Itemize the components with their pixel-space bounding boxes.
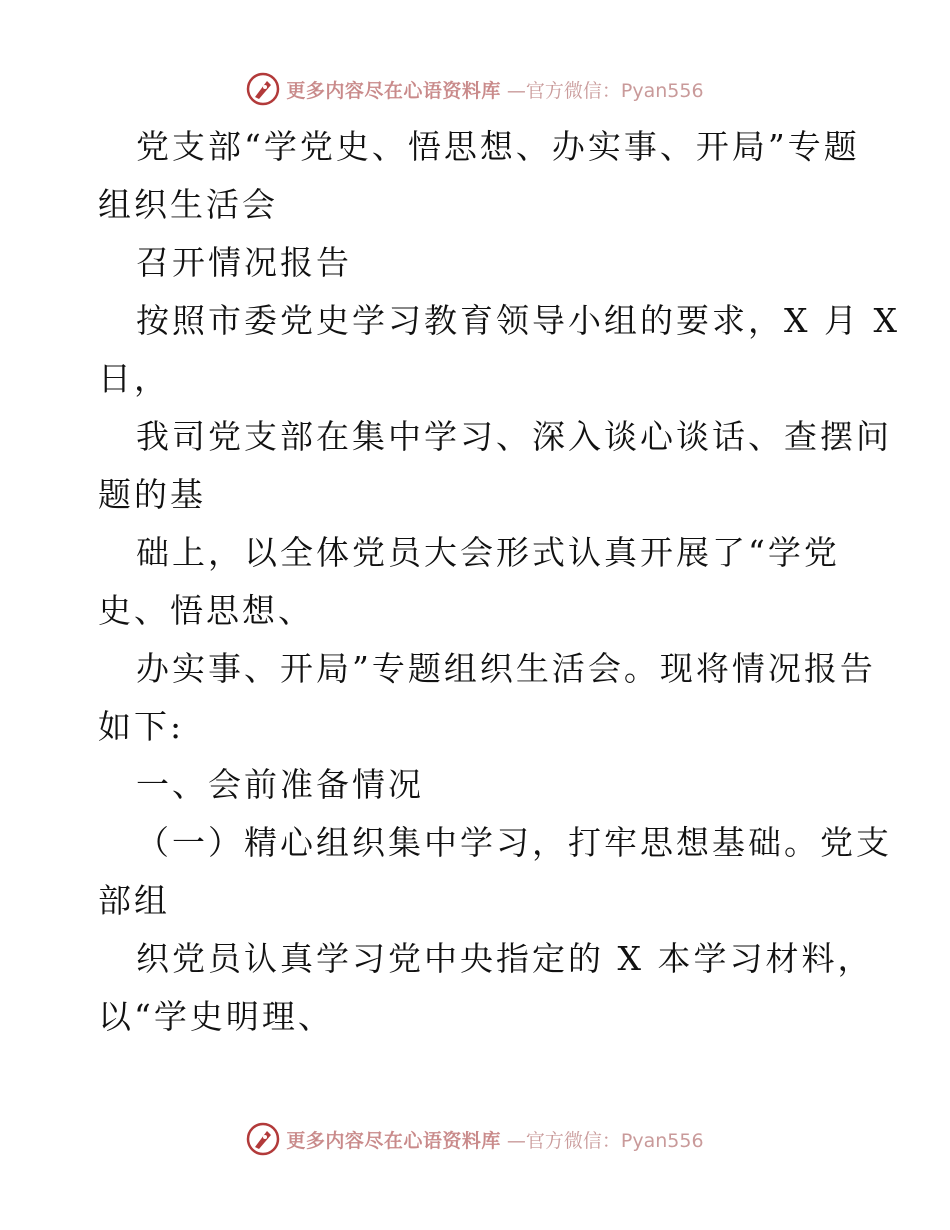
document-body	[98, 118, 900, 1046]
document-line: 如下:	[98, 707, 185, 746]
watermark-text: 更多内容尽在心语资料库	[286, 79, 501, 102]
document-line: 按照市委党史学习教育领导小组的要求，X 月 X	[136, 301, 900, 340]
document-line: 织党员认真学习党中央指定的 X 本学习材料，	[136, 939, 874, 978]
document-line: （一）精心组织集中学习，打牢思想基础。党支	[136, 823, 892, 862]
watermark-header	[0, 72, 950, 106]
document-line: 我司党支部在集中学习、深入谈心谈话、查摆问	[136, 417, 892, 456]
document-line: 部组	[98, 881, 170, 920]
pen-nib-logo-icon	[246, 1122, 280, 1156]
watermark-footer	[0, 1122, 950, 1156]
document-line: 题的基	[98, 475, 206, 514]
document-line: 办实事、开局”专题组织生活会。现将情况报告	[136, 649, 876, 688]
pen-nib-logo-icon	[246, 72, 280, 106]
watermark-text: 更多内容尽在心语资料库	[286, 1129, 501, 1152]
document-line: 史、悟思想、	[98, 591, 314, 630]
document-line: 础上，以全体党员大会形式认真开展了“学党	[136, 533, 840, 572]
document-line: 以“学史明理、	[98, 997, 334, 1036]
document-line: 组织生活会	[98, 185, 278, 224]
watermark-contact: —官方微信：Pyan556	[506, 79, 704, 102]
document-line: 日，	[98, 359, 170, 398]
document-line: 一、会前准备情况	[136, 765, 424, 804]
document-line: 党支部“学党史、悟思想、办实事、开局”专题	[136, 127, 860, 166]
watermark-contact: —官方微信：Pyan556	[506, 1129, 704, 1152]
document-line: 召开情况报告	[136, 243, 352, 282]
